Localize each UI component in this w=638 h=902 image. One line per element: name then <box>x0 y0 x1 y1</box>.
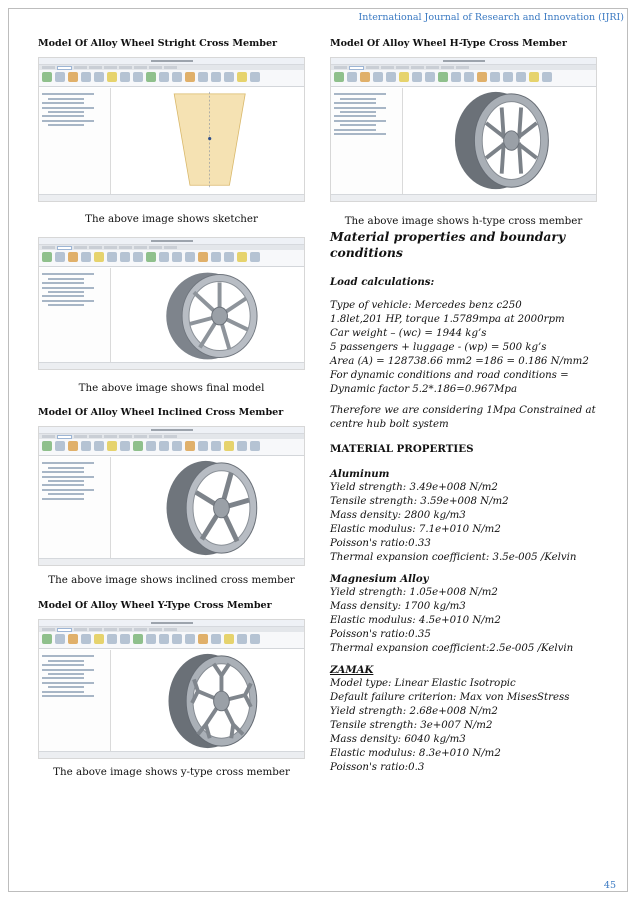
load-line-4: 5 passengers + luggage - (wp) = 500 kg’s <box>330 342 547 353</box>
zamak-title: ZAMAK <box>330 664 374 676</box>
magnesium-line-4: Poisson's ratio:0.35 <box>330 629 431 640</box>
heading-h-type-cross-member: Model Of Alloy Wheel H-Type Cross Member <box>330 38 567 49</box>
zamak-line-5: Mass density: 6040 kg/m3 <box>330 734 466 745</box>
screenshot-inclined <box>38 426 305 566</box>
wheel-y-type <box>111 650 304 752</box>
load-line-5: Area (A) = 128738.66 mm2 =186 = 0.186 N/mm2 <box>330 356 589 367</box>
zamak-line-6: Elastic modulus: 8.3e+010 N/m2 <box>330 748 501 759</box>
screenshot-sketcher <box>38 57 305 202</box>
wheel-h-type <box>403 88 596 195</box>
magnesium-line-1: Yield strength: 1.05e+008 N/m2 <box>330 587 498 598</box>
zamak-line-4: Tensile strength: 3e+007 N/m2 <box>330 720 493 731</box>
heading-inclined-cross-member: Model Of Alloy Wheel Inclined Cross Member <box>38 407 284 418</box>
page-number: 45 <box>603 880 616 891</box>
material-properties-heading: MATERIAL PROPERTIES <box>330 443 474 455</box>
aluminum-line-6: Thermal expansion coefficient: 3.5e-005 /Kelvin <box>330 552 577 563</box>
caption-final-model: The above image shows final model <box>78 382 265 394</box>
wheel-final-model <box>111 268 304 363</box>
aluminum-line-4: Elastic modulus: 7.1e+010 N/m2 <box>330 524 501 535</box>
caption-y-type: The above image shows y-type cross member <box>53 766 290 778</box>
wheel-inclined <box>111 457 304 559</box>
load-line-1: Type of vehicle: Mercedes benz c250 <box>330 300 522 311</box>
magnesium-line-3: Elastic modulus: 4.5e+010 N/m2 <box>330 615 501 626</box>
journal-title: International Journal of Research and Innovation (IJRI) <box>358 12 624 23</box>
magnesium-line-2: Mass density: 1700 kg/m3 <box>330 601 466 612</box>
constraint-line-2: centre hub bolt system <box>330 419 449 430</box>
zamak-line-3: Yield strength: 2.68e+008 N/m2 <box>330 706 498 717</box>
zamak-line-2: Default failure criterion: Max von MisesStress <box>330 692 570 703</box>
aluminum-line-5: Poisson's ratio:0.33 <box>330 538 431 549</box>
load-line-6: For dynamic conditions and road conditions = <box>330 370 569 381</box>
load-calc-heading: Load calculations: <box>330 276 435 288</box>
load-line-3: Car weight – (wc) = 1944 kg’s <box>330 328 487 339</box>
screenshot-final-model <box>38 237 305 370</box>
caption-inclined: The above image shows inclined cross member <box>48 574 295 586</box>
load-line-2: 1.8let,201 HP, torque 1.5789mpa at 2000rpm <box>330 314 565 325</box>
zamak-line-1: Model type: Linear Elastic Isotropic <box>330 678 516 689</box>
aluminum-line-1: Yield strength: 3.49e+008 N/m2 <box>330 482 498 493</box>
material-boundary-heading: Material properties and boundary conditions <box>330 229 566 260</box>
zamak-line-7: Poisson's ratio:0.3 <box>330 762 425 773</box>
heading-y-type-cross-member: Model Of Alloy Wheel Y-Type Cross Member <box>38 600 272 611</box>
constraint-line-1: Therefore we are considering 1Mpa Constrained at <box>330 405 596 416</box>
sketch-profile <box>111 88 304 195</box>
screenshot-h-type <box>330 57 597 202</box>
magnesium-title: Magnesium Alloy <box>330 573 429 585</box>
magnesium-line-5: Thermal expansion coefficient:2.5e-005 /Kelvin <box>330 643 574 654</box>
caption-h-type: The above image shows h-type cross member <box>344 215 583 227</box>
heading-straight-cross-member: Model Of Alloy Wheel Stright Cross Member <box>38 38 278 49</box>
aluminum-line-2: Tensile strength: 3.59e+008 N/m2 <box>330 496 509 507</box>
screenshot-y-type <box>38 619 305 759</box>
aluminum-line-3: Mass density: 2800 kg/m3 <box>330 510 466 521</box>
aluminum-title: Aluminum <box>330 468 390 480</box>
load-line-7: Dynamic factor 5.2*.186=0.967Mpa <box>330 384 518 395</box>
caption-sketcher: The above image shows sketcher <box>85 213 258 225</box>
